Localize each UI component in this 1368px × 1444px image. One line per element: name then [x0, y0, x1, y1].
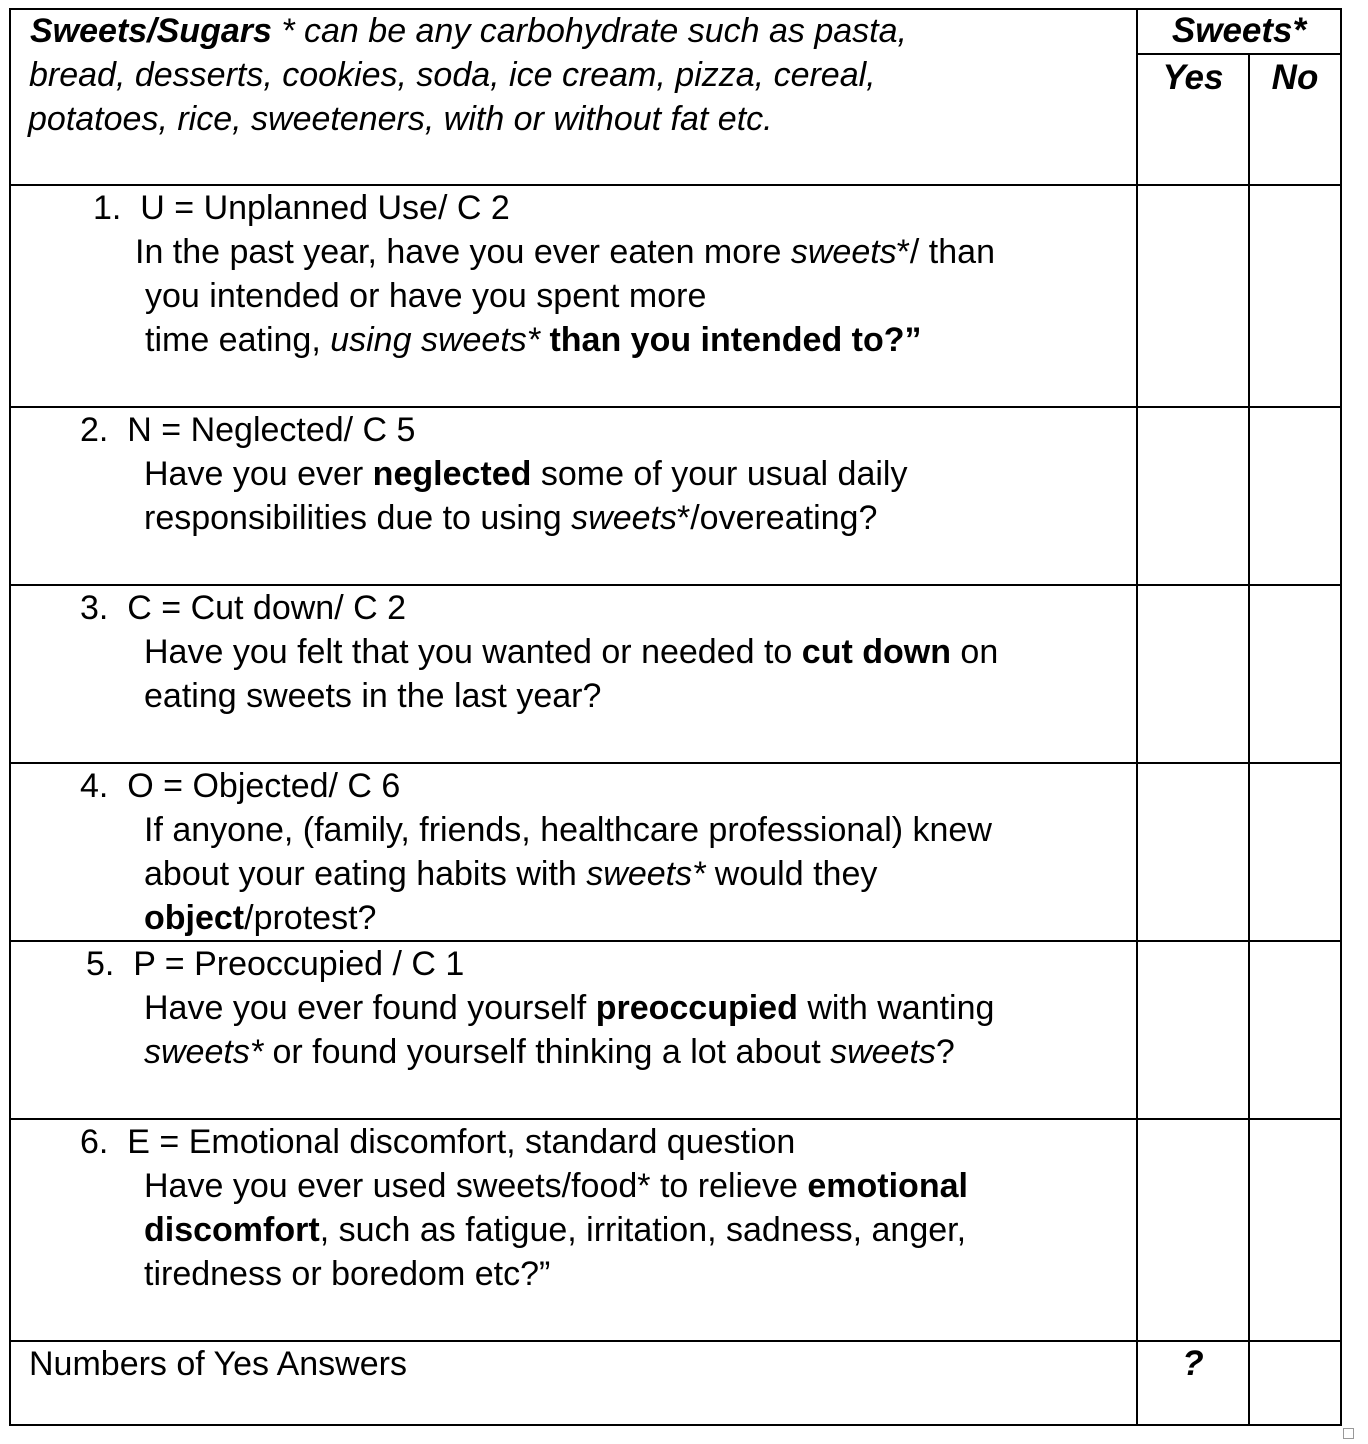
answer-no-cell-4[interactable] — [1250, 764, 1340, 940]
question-2-line-2: responsibilities due to using sweets*/overeating? — [144, 499, 878, 537]
question-title: O = Objected/ C 6 — [127, 767, 401, 805]
header-divider — [1137, 53, 1342, 55]
question-1-line-1: In the past year, have you ever eaten more sweets*/ than — [135, 233, 995, 271]
column-group-sweets: Sweets* — [1171, 11, 1307, 50]
header-intro-text: * can be any carbohydrate such as pasta, — [271, 12, 907, 50]
question-4-line-2: about your eating habits with sweets* would they — [144, 855, 878, 893]
yes-count-value: ? — [1182, 1344, 1204, 1383]
table-border-right — [1340, 8, 1342, 1426]
answer-no-cell-5[interactable] — [1250, 942, 1340, 1118]
question-title: P = Preoccupied / C 1 — [133, 945, 465, 983]
question-title: U = Unplanned Use/ C 2 — [140, 189, 510, 227]
yes-count-label: Numbers of Yes Answers — [29, 1345, 407, 1383]
question-1-line-3: time eating, using sweets* than you intended to?” — [145, 321, 922, 359]
resize-handle[interactable] — [1343, 1428, 1354, 1439]
question-4-title — [80, 764, 400, 808]
question-4-line-3: object/protest? — [144, 899, 377, 937]
question-2-title — [80, 408, 415, 452]
question-1-title — [93, 186, 510, 230]
question-6-line-1: Have you ever used sweets/food* to relieve emotional — [144, 1167, 968, 1205]
question-5-line-2: sweets* or found yourself thinking a lot about sweets? — [144, 1033, 955, 1071]
question-2-line-1: Have you ever neglected some of your usual daily — [144, 455, 908, 493]
question-3-line-2: eating sweets in the last year? — [144, 677, 602, 715]
question-4-line-1: If anyone, (family, friends, healthcare professional) knew — [144, 811, 992, 849]
question-6-line-3: tiredness or boredom etc?” — [144, 1255, 551, 1293]
answer-yes-cell-4[interactable] — [1138, 764, 1248, 940]
column-yes-header: Yes — [1162, 58, 1224, 97]
question-number: 5. — [86, 945, 115, 983]
answer-no-cell-6[interactable] — [1250, 1120, 1340, 1340]
answer-no-cell-1[interactable] — [1250, 186, 1340, 406]
answer-yes-cell-5[interactable] — [1138, 942, 1248, 1118]
question-title: C = Cut down/ C 2 — [127, 589, 407, 627]
answer-yes-cell-2[interactable] — [1138, 408, 1248, 584]
table-border-bottom — [9, 1424, 1342, 1426]
question-1-line-2: you intended or have you spent more — [145, 277, 707, 315]
question-number: 3. — [80, 589, 109, 627]
header-intro-line-2: bread, desserts, cookies, soda, ice cream, pizza, cereal, — [29, 56, 876, 94]
question-title: N = Neglected/ C 5 — [127, 411, 416, 449]
answer-no-cell-2[interactable] — [1250, 408, 1340, 584]
answer-no-cell-3[interactable] — [1250, 586, 1340, 762]
answer-yes-cell-1[interactable] — [1138, 186, 1248, 406]
table-border-left — [9, 8, 11, 1426]
header-intro-bold: Sweets/Sugars — [30, 12, 272, 50]
question-6-title — [80, 1120, 795, 1164]
question-number: 4. — [80, 767, 109, 805]
question-5-title — [86, 942, 464, 986]
column-no-header: No — [1271, 58, 1319, 97]
header-intro-line-3: potatoes, rice, sweeteners, with or without fat etc. — [28, 100, 773, 138]
answer-yes-cell-3[interactable] — [1138, 586, 1248, 762]
question-6-line-2: discomfort, such as fatigue, irritation, sadness, anger, — [144, 1211, 967, 1249]
question-3-line-1: Have you felt that you wanted or needed to cut down on — [144, 633, 999, 671]
question-number: 1. — [93, 189, 122, 227]
answer-yes-cell-6[interactable] — [1138, 1120, 1248, 1340]
question-title: E = Emotional discomfort, standard question — [127, 1123, 796, 1161]
question-number: 6. — [80, 1123, 109, 1161]
question-3-title — [80, 586, 406, 630]
question-number: 2. — [80, 411, 109, 449]
question-5-line-1: Have you ever found yourself preoccupied with wanting — [144, 989, 995, 1027]
header-intro-line-1 — [30, 9, 907, 53]
